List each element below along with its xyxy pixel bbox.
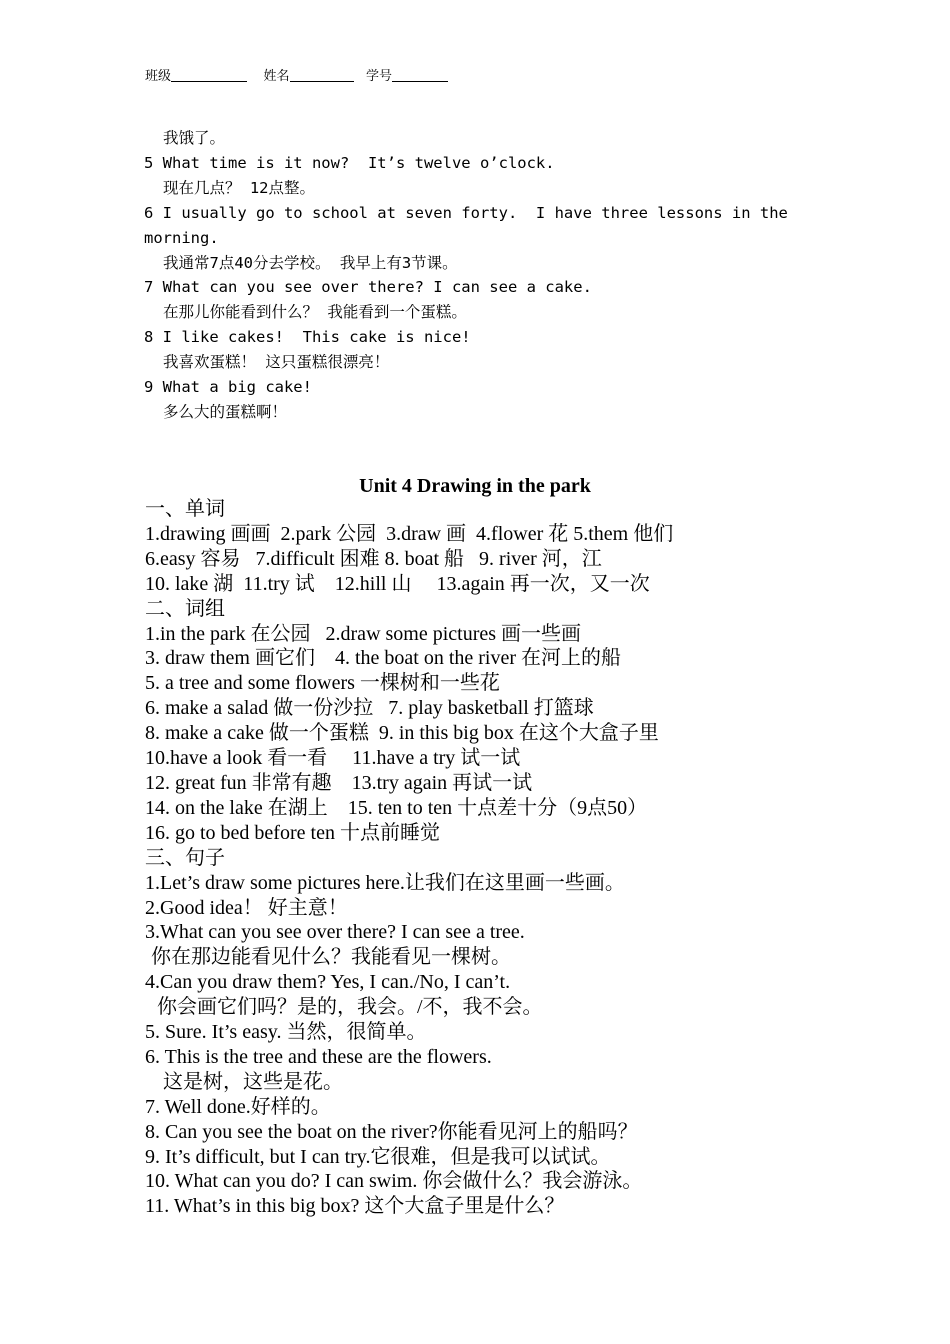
- text-line: 1.drawing 画画 2.park 公园 3.draw 画 4.flower 花 5.them 他们: [145, 522, 674, 545]
- text-line: 8. Can you see the boat on the river?你能看见河上的船吗？: [145, 1120, 638, 1143]
- text-line: 10. lake 湖 11.try 试 12.hill 山 13.again 再一次，又一次: [145, 572, 650, 595]
- text-line: 我喜欢蛋糕！ 这只蛋糕很漂亮！: [163, 353, 390, 372]
- text-line: 6. make a salad 做一份沙拉 7. play basketball 打篮球: [145, 697, 594, 720]
- text-line: 8. make a cake 做一个蛋糕 9. in this big box 在这个大盒子里: [145, 722, 659, 745]
- previous-unit-sentences: [144, 126, 824, 425]
- section-heading-phrases: 二、词组: [145, 597, 225, 620]
- text-line: 8 I like cakes! This cake is nice!: [144, 328, 471, 347]
- text-line: 14. on the lake 在湖上 15. ten to ten 十点差十分（9点50）: [145, 796, 648, 819]
- text-line: 2.Good idea！ 好主意！: [145, 896, 348, 919]
- text-line: 1.Let’s draw some pictures here.让我们在这里画一些画。: [145, 871, 625, 894]
- text-line: 在那儿你能看到什么？ 我能看到一个蛋糕。: [163, 303, 467, 322]
- text-line: 这是树，这些是花。: [163, 1070, 343, 1093]
- id-label: 学号: [366, 68, 393, 83]
- text-line: 你会画它们吗？是的，我会。/不，我不会。: [157, 996, 543, 1019]
- text-line: 5. a tree and some flowers 一棵树和一些花: [145, 672, 500, 695]
- text-line: 我通常7点40分去学校。 我早上有3节课。: [163, 253, 458, 272]
- text-line: 6. This is the tree and these are the flowers.: [145, 1045, 492, 1068]
- student-info-header: [145, 68, 448, 84]
- text-line: 10. What can you do? I can swim. 你会做什么？我会游泳。: [145, 1170, 643, 1193]
- text-line: 3. draw them 画它们 4. the boat on the river 在河上的船: [145, 647, 622, 670]
- class-label: 班级: [145, 68, 172, 83]
- text-line: 12. great fun 非常有趣 13.try again 再试一试: [145, 771, 533, 794]
- text-line: 9. It’s difficult, but I can try.它很难，但是我可以试试。: [145, 1145, 611, 1168]
- text-line: 多么大的蛋糕啊！: [163, 402, 288, 421]
- text-line: 6.easy 容易 7.difficult 困难 8. boat 船 9. river 河，江: [145, 547, 602, 570]
- text-line: morning.: [144, 228, 219, 247]
- text-line: 10.have a look 看一看 11.have a try 试一试: [145, 747, 521, 770]
- text-line: 5. Sure. It’s easy. 当然，很简单。: [145, 1021, 427, 1044]
- text-line: 3.What can you see over there? I can see a tree.: [145, 921, 525, 944]
- text-line: 11. What’s in this big box? 这个大盒子里是什么？: [145, 1195, 565, 1218]
- class-blank: [171, 68, 247, 82]
- text-line: 16. go to bed before ten 十点前睡觉: [145, 821, 440, 844]
- text-line: 6 I usually go to school at seven forty. I have three lessons in the: [144, 203, 788, 222]
- text-line: 7 What can you see over there? I can see a cake.: [144, 278, 592, 297]
- id-blank: [392, 68, 448, 82]
- section-heading-sentences: 三、句子: [145, 846, 225, 869]
- name-label: 姓名: [263, 68, 290, 83]
- text-line: 我饿了。: [163, 129, 226, 147]
- text-line: 1.in the park 在公园 2.draw some pictures 画一些画: [145, 622, 582, 645]
- text-line: 现在几点？ 12点整。: [163, 178, 315, 197]
- text-line: 5 What time is it now? It’s twelve o’clock.: [144, 153, 555, 172]
- unit-title: Unit 4 Drawing in the park: [359, 475, 591, 497]
- section-heading-words: 一、单词: [145, 498, 225, 520]
- unit-content: [145, 497, 845, 1219]
- text-line: 7. Well done.好样的。: [145, 1095, 331, 1118]
- text-line: 9 What a big cake!: [144, 378, 312, 397]
- text-line: 你在那边能看见什么？我能看见一棵树。: [151, 946, 511, 969]
- text-line: 4.Can you draw them? Yes, I can./No, I can’t.: [145, 971, 511, 994]
- name-blank: [290, 68, 354, 82]
